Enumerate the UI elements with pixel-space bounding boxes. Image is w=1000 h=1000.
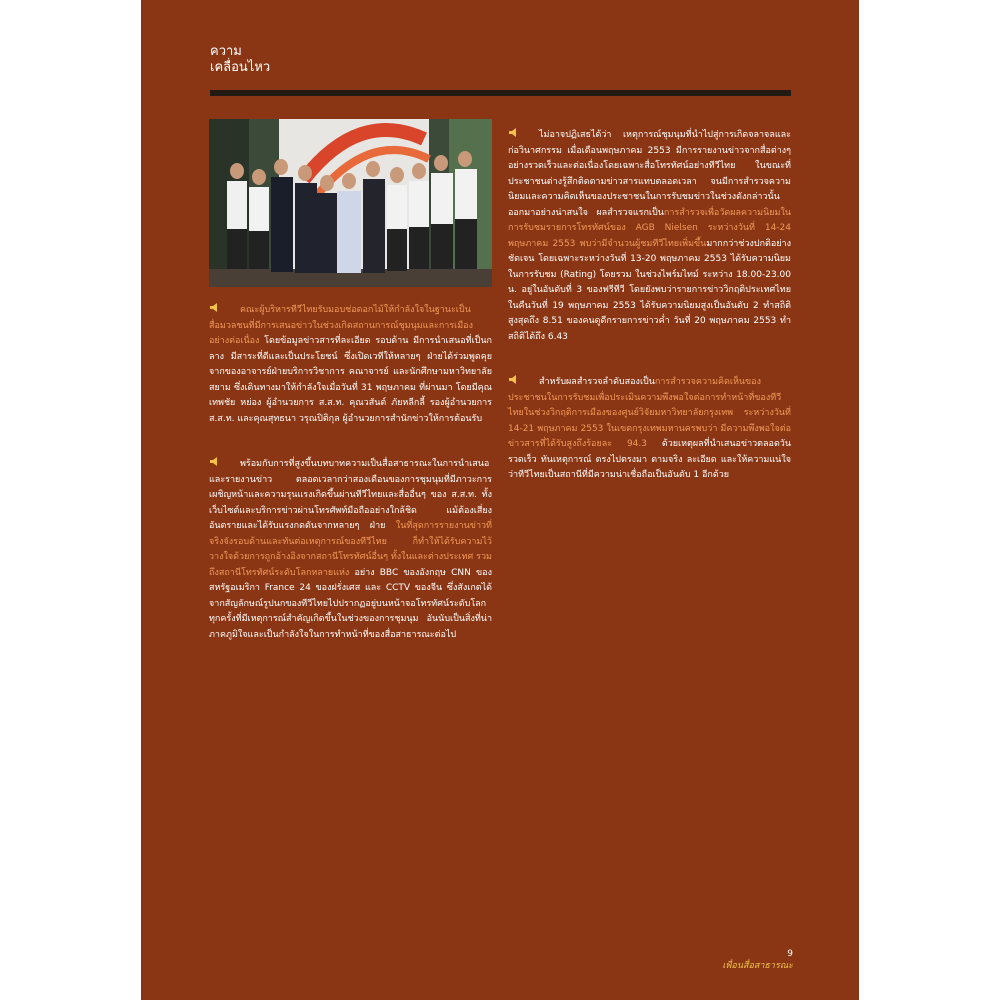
left-column	[209, 302, 492, 643]
right-p1-text-start: ไม่อาจปฏิเสธได้ว่า เหตุการณ์ชุมนุมที่นำไปสู่การเกิดจลาจลและก่อวินาศกรรม เมื่อเดือนพฤษภาคม 2553 มีการรายงานข่าวจากสื่อต่างๆ อย่างรวดเร็วและต่อเนื่องโดยเฉพาะสื่อโทรทัศน์อย่างทีวีไทย ในขณะที่ประชาชนต่างรู้สึกติดตามข่าวสารแทบตลอดเวลา จนมีการสำรวจความนิยมและความคิดเห็นของประชาชนในการรับชมข่าวในช่วงดังกล่าวนั้นออกมาอย่างน่าสนใจ ผลสำรวจแรกเป็น	[508, 130, 791, 218]
right-p1-highlight: การสำรวจเพื่อวัดผลความนิยมในการรับชมรายการโทรทัศน์ของ AGB Nielsen ระหว่างวันที่ 14-24 พฤษภาคม 2553 พบว่ามีจำนวนผู้ชมทีวีไทยเพิ่มขึ้น	[508, 207, 791, 249]
group-photo-illustration	[209, 119, 492, 287]
right-p1-text-end: มากกว่าช่วงปกติอย่างชัดเจน โดยเฉพาะระหว่างวันที่ 13-20 พฤษภาคม 2553 ได้รับความนิยมในการรับชม (Rating) โดยรวม ในช่วงไพร์มไทม์ ระหว่าง 18.00-23.00 น. อยู่ในอันดับที่ 3 ของฟรีทีวี โดยยังพบว่ารายการข่าววิกฤติประเทศไทย ในคืนวันที่ 19 พฤษภาคม 2553 ได้รับความนิยมสูงเป็นอันดับ 2 ทำสถิติสูงสุดถึง 8.51 ของคนดูดีกรายการข่าวค่ำ วันที่ 20 พฤษภาคม 2553 ทำสถิติได้ถึง 6.43	[508, 238, 791, 342]
section-header-line1: ความ	[210, 44, 242, 59]
speaker-icon	[508, 374, 519, 385]
publication-name: เพื่อนสื่อสาธารณะ	[722, 961, 793, 971]
left-p1-highlight: คณะผู้บริหารทีวีไทยรับมอบช่อดอกไม้ให้กำลังใจในฐานะเป็นสื่อมวลชนที่มีการเสนอข่าวในช่วงเกิดสถานการณ์ชุมนุมและการเมืองอย่างต่อเนื่อง	[209, 305, 473, 346]
right-p2-text-start: สำหรับผลสำรวจลำดับสองเป็น	[539, 377, 655, 387]
magazine-page	[141, 0, 859, 1000]
left-p2-text-end: อย่าง BBC ของอังกฤษ CNN ของสหรัฐอเมริกา France 24 ของฝรั่งเศส และ CCTV ของจีน ซึ่งสังเกตได้จากสัญลักษณ์รูปนกของทีวีไทยไปปรากฏอยู่บนหน้าจอโทรทัศน์ระดับโลกทุกครั้งที่มีเหตุการณ์สำคัญเกิดขึ้นในช่วงของการชุมนุม อันนับเป็นสิ่งที่น่าภาคภูมิใจและเป็นกำลังใจในการทำหน้าที่ของสื่อสาธารณะต่อไป	[209, 567, 492, 640]
header-rule	[210, 90, 791, 96]
left-p1-text: โดยข้อมูลข่าวสารที่ละเอียด รอบด้าน มีการนำเสนอที่เป็นกลาง มีสาระที่ดีและเป็นประโยชน์ ซึ่งเปิดเวทีให้หลายๆ ฝ่ายได้ร่วมพูดคุย จากของอาจารย์ฝ่ายบริการวิชาการ คณาจารย์ และนักศึกษามหาวิทยาลัยสยาม ซึ่งเดินทางมาให้กำลังใจเมื่อวันที่ 31 พฤษภาคม ที่ผ่านมา โดยมีคุณเทพชัย หย่อง ผู้อำนวยการ ส.ส.ท. คุณวสันต์ ภัยหลีกลี้ รองผู้อำนวยการ ส.ส.ท. และคุณสุทธนา วรุณปิติกุล ผู้อำนวยการสำนักข่าวให้การต้อนรับ	[209, 336, 492, 424]
left-paragraph-2	[209, 456, 492, 643]
speaker-icon	[508, 127, 519, 138]
speaker-icon	[209, 302, 220, 313]
left-p2-text-start: พร้อมกับการที่สูงขึ้นบทบาทความเป็นสื่อสาธารณะในการนำเสนอและรายงานข่าว ตลอดเวลากว่าสองเดือนของการชุมนุมที่มีภาวะการเผชิญหน้าและความรุนแรงเกิดขึ้นผ่านทีวีไทยและสื่ออื่นๆ ของ ส.ส.ท. ทั้งเว็บไซต์และบริการข่าวผ่านโทรศัพท์มือถืออย่างใกล้ชิด แม้ต้องเสี่ยงอันตรายและได้รับแรงกดดันจากหลายๆ ฝ่าย	[209, 459, 492, 531]
left-paragraph-1	[209, 302, 492, 427]
right-paragraph-2	[508, 374, 791, 484]
left-p2-highlight: ในที่สุดการรายงานข่าวที่จริงจังรอบด้านและทันต่อเหตุการณ์ของทีวีไทย ก็ทำให้ได้รับความไว้วางใจด้วยการถูกอ้างอิงจากสถานีโทรทัศน์อื่นๆ ทั้งในและต่างประเทศ รวมถึงสถานีโทรทัศน์ระดับโลกหลายแห่ง	[209, 521, 492, 578]
right-p2-highlight: การสำรวจความคิดเห็นของประชาชนในการรับชมเพื่อประเมินความพึงพอใจต่อการทำหน้าที่ของทีวีไทยในช่วงวิกฤติการเมืองของศูนย์วิจัยมหาวิทยาลัยกรุงเทพ ระหว่างวันที่ 14-21 พฤษภาคม 2553 ในเขตกรุงเทพมหานครพบว่า มีความพึงพอใจต่อข่าวสารที่ได้รับสูงถึงร้อยละ 94.3	[508, 377, 791, 449]
page-number: 9	[787, 949, 793, 959]
speaker-icon	[209, 456, 220, 467]
right-column	[508, 127, 791, 484]
section-header-line2: เคลื่อนไหว	[210, 60, 271, 75]
right-paragraph-1	[508, 127, 791, 345]
section-header	[210, 44, 270, 76]
page-folio	[722, 948, 793, 972]
group-photo	[209, 119, 492, 287]
right-p2-text-end: ด้วยเหตุผลที่นำเสนอข่าวตลอดวัน รวดเร็ว ทันเหตุการณ์ ตรงไปตรงมา ตามจริง ละเอียด และให้ความแน่ใจว่าทีวีไทยเป็นสถานีที่มีความน่าเชื่อถือเป็นอันดับ 1 อีกด้วย	[508, 439, 791, 480]
